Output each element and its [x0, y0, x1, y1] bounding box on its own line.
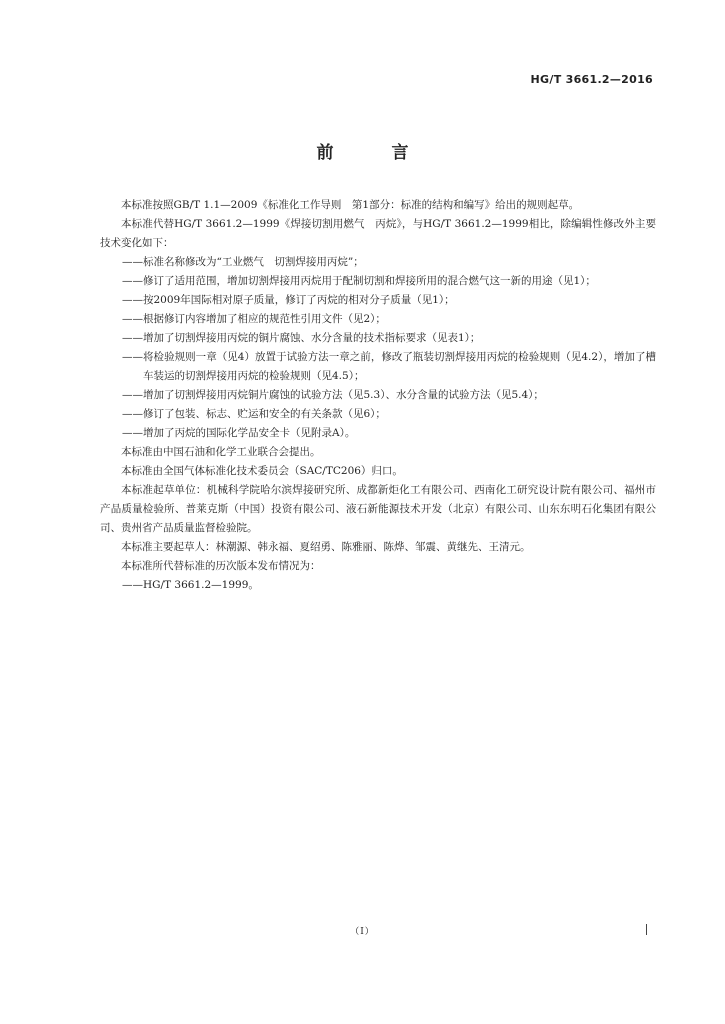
paragraph-replacement: 本标准代替HG/T 3661.2—1999《焊接切割用燃气 丙烷》，与HG/T 3661.2—1999相比，除编辑性修改外主要技术变化如下： [100, 218, 656, 249]
paragraph-drafters: 本标准主要起草人：林潮源、韩永福、夏绍勇、陈雅丽、陈烨、邹震、黄继先、王清元。 [121, 541, 531, 553]
change-item-scope: ——修订了适用范围，增加切割焊接用丙烷用于配制切割和焊接所用的混合燃气这一新的用途（见1）； [122, 275, 596, 287]
paragraph-technical-committee: 本标准由全国气体标准化技术委员会（SAC/TC206）归口。 [121, 465, 403, 477]
change-item-inspection-rules: ——将检验规则一章（见4）放置于试验方法一章之前，修改了瓶装切割焊接用丙烷的检验规则（见4.2），增加了槽车装运的切割焊接用丙烷的检验规则（见4.5）； [122, 351, 656, 382]
change-item-test-methods: ——增加了切割焊接用丙烷铜片腐蚀的试验方法（见5.3）、水分含量的试验方法（见5.4）； [122, 389, 544, 401]
foreword-body [100, 196, 656, 595]
change-item-safety-card: ——增加了丙烷的国际化学品安全卡（见附录A）。 [122, 427, 356, 439]
change-item-packaging: ——修订了包装、标志、贮运和安全的有关条款（见6）； [122, 408, 386, 420]
change-item-references: ——根据修订内容增加了相应的规范性引用文件（见2）； [122, 313, 386, 325]
paragraph-proposed-by: 本标准由中国石油和化学工业联合会提出。 [121, 446, 321, 458]
change-item-title: ——标准名称修改为“工业燃气 切割焊接用丙烷”； [122, 256, 364, 268]
standard-code: HG/T 3661.2—2016 [530, 73, 653, 86]
paragraph-drafting-rules: 本标准按照GB/T 1.1—2009《标准化工作导则 第1部分：标准的结构和编写》给出的规则起草。 [121, 199, 580, 211]
change-item-requirements: ——增加了切割焊接用丙烷的铜片腐蚀、水分含量的技术指标要求（见表1）； [122, 332, 481, 344]
paragraph-edition-history: 本标准所代替标准的历次版本发布情况为： [121, 560, 321, 572]
page-mark [646, 924, 647, 935]
previous-edition-item: ——HG/T 3661.2—1999。 [122, 579, 259, 591]
page-title: 前 言 [316, 143, 435, 163]
page-number: （Ⅰ） [350, 927, 375, 937]
change-item-molecular-mass: ——按2009年国际相对原子质量，修订了丙烷的相对分子质量（见1）； [122, 294, 455, 306]
paragraph-drafting-units: 本标准起草单位：机械科学院哈尔滨焊接研究所、成都新炬化工有限公司、西南化工研究设计院有限公司、福州市产品质量检验所、普莱克斯（中国）投资有限公司、液石新能源技术开发（北京）有限公司、山东东明石化集团有限公司、贵州省产品质量监督检验院。 [100, 484, 656, 534]
